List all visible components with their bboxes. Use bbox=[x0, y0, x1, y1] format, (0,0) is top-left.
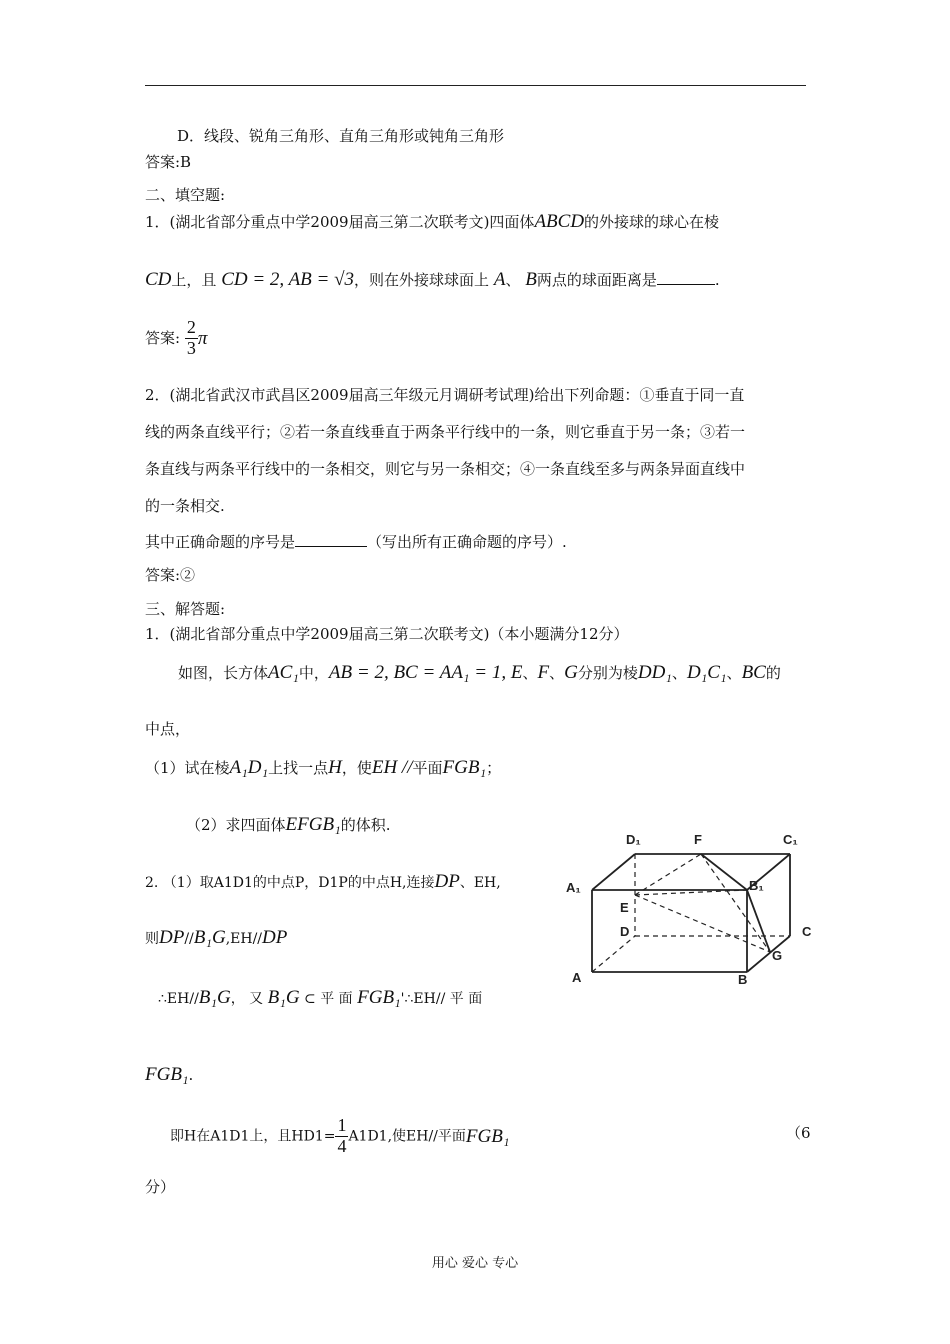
q2-text: 其中正确命题的序号是 bbox=[145, 533, 296, 551]
frac-den: 3 bbox=[186, 337, 196, 358]
s2-line5 bbox=[170, 1116, 509, 1157]
dash-ef bbox=[635, 854, 701, 895]
math-d1c1: D₁C₁ bbox=[686, 662, 727, 683]
math-abcd: ABCD bbox=[534, 211, 585, 232]
s2-eh: ,EH// bbox=[225, 931, 263, 947]
p1-text-b: 上找一点 bbox=[268, 759, 329, 777]
s2-eh-par: EH// bbox=[166, 991, 199, 1007]
q2-answer: 答案:② bbox=[145, 566, 196, 584]
edge-a1d1 bbox=[592, 854, 635, 890]
label-e: E bbox=[620, 900, 629, 915]
score-open: （6 bbox=[786, 1124, 811, 1142]
s1-text-b: 中， bbox=[298, 664, 329, 682]
q1-text-a: 上，且 bbox=[171, 271, 217, 289]
s2-also: ， 又 bbox=[230, 991, 264, 1007]
s1-title: 1．(湖北省部分重点中学2009届高三第二次联考文)（本小题满分12分） bbox=[145, 625, 629, 643]
math-dp: DP bbox=[434, 871, 460, 892]
s2-line3 bbox=[158, 988, 482, 1007]
math-condition: CD = 2, AB = √3 bbox=[221, 269, 355, 290]
s2-then: 则 bbox=[145, 931, 159, 947]
cuboid-figure bbox=[562, 820, 822, 990]
s1-intro-end: 中点， bbox=[145, 720, 191, 738]
s2-plane: 平 面 bbox=[320, 991, 353, 1007]
math-efgb1: EFGB₁ bbox=[285, 814, 341, 835]
answer-label: 答案: bbox=[145, 328, 181, 347]
label-c: C bbox=[802, 924, 812, 939]
math-dd1: DD₁ bbox=[637, 662, 672, 683]
option-d: D．线段、锐角三角形、直角三角形或钝角三角形 bbox=[177, 127, 505, 145]
math-fgb1-4: FGB₁ bbox=[465, 1125, 510, 1147]
math-dims: AB = 2, BC = AA₁ = 1, E bbox=[328, 662, 523, 683]
q1-text-b: ，则在外接球球面上 bbox=[354, 271, 490, 289]
p1-text-e: ； bbox=[486, 759, 502, 777]
math-b1g3: B₁G bbox=[267, 987, 300, 1008]
p1-text-d: 平面 bbox=[412, 759, 443, 777]
q2-line1: 2．(湖北省武汉市武昌区2009届高三年级元月调研考试理)给出下列命题：①垂直于同一直 bbox=[145, 386, 745, 404]
p2-text-b: 的体积. bbox=[340, 816, 391, 834]
math-cd: CD bbox=[145, 269, 172, 290]
p2-text-a: （2）求四面体 bbox=[186, 816, 286, 834]
edge-b1g bbox=[747, 890, 770, 952]
s1-text-c: 分别为棱 bbox=[577, 664, 638, 682]
sep: 、 bbox=[505, 271, 521, 289]
frac-num-1: 1 bbox=[337, 1115, 347, 1135]
label-b: B bbox=[738, 972, 748, 987]
label-g: G bbox=[772, 948, 783, 963]
label-d1: D₁ bbox=[626, 832, 641, 847]
q1-answer bbox=[145, 318, 207, 359]
edge-bc bbox=[747, 936, 790, 972]
answer-b: 答案:B bbox=[145, 153, 192, 171]
q1-end: . bbox=[714, 271, 720, 289]
parallel-sign: // bbox=[184, 931, 194, 947]
frac-den-4: 4 bbox=[337, 1135, 347, 1156]
math-h: H bbox=[328, 757, 342, 778]
s2-line4 bbox=[145, 1065, 193, 1084]
math-dp2: DP bbox=[159, 927, 185, 948]
hidden-ad bbox=[592, 936, 635, 972]
edge-fb1 bbox=[701, 854, 747, 890]
s1-part1 bbox=[145, 758, 501, 777]
q1-text: 1．(湖北省部分重点中学2009届高三第二次联考文)四面体 bbox=[145, 213, 535, 231]
label-b1: B₁ bbox=[749, 878, 764, 893]
math-f: F bbox=[537, 662, 550, 683]
frac-num: 2 bbox=[186, 317, 196, 337]
q2-note: （写出所有正确命题的序号）. bbox=[367, 533, 567, 551]
math-b: B bbox=[525, 269, 537, 290]
p1-text-a: （1）试在棱 bbox=[145, 759, 230, 777]
s1-text-d: 的 bbox=[765, 664, 781, 682]
subset-sign: ⊂ bbox=[304, 991, 316, 1007]
s2-line2 bbox=[145, 928, 287, 947]
math-b1g2: B₁G bbox=[198, 987, 231, 1008]
math-a1d1: A₁D₁ bbox=[229, 757, 269, 778]
pi-symbol: π bbox=[197, 327, 208, 349]
label-d: D bbox=[620, 924, 630, 939]
label-f: F bbox=[694, 832, 702, 847]
page-footer: 用心 爱心 专心 bbox=[431, 1256, 519, 1271]
p1-text-c: ，使 bbox=[341, 759, 372, 777]
math-a: A bbox=[493, 269, 506, 290]
s1-text-a: 如图，长方体 bbox=[178, 664, 269, 682]
s2-text-a: 2. （1）取A1D1的中点P，D1P的中点H,连接 bbox=[145, 875, 435, 891]
q1-line1 bbox=[145, 212, 719, 231]
math-fgb1-2: FGB₁ bbox=[357, 987, 401, 1008]
q2-line5 bbox=[145, 535, 567, 550]
s2-text-b: 、EH, bbox=[459, 875, 501, 891]
q2-line2: 线的两条直线平行；②若一条直线垂直于两条平行线中的一条，则它垂直于另一条；③若一 bbox=[145, 423, 746, 441]
section-solve-heading: 三、解答题: bbox=[145, 600, 226, 618]
math-fgb1: FGB₁ bbox=[442, 757, 487, 778]
s2-result: A1D1,使EH//平面 bbox=[348, 1128, 466, 1145]
label-a: A bbox=[572, 970, 582, 985]
s2-line1 bbox=[145, 872, 501, 891]
math-bc: BC bbox=[741, 662, 766, 683]
q1-text-c: 两点的球面距离是 bbox=[536, 271, 657, 289]
section-fill-heading: 二、填空题: bbox=[145, 186, 226, 204]
q2-line4: 的一条相交. bbox=[145, 497, 225, 515]
answer-blank[interactable] bbox=[657, 284, 715, 285]
q1-text-end: 的外接球的球心在棱 bbox=[584, 213, 720, 231]
s1-part2 bbox=[186, 815, 390, 834]
math-eh: EH // bbox=[371, 757, 413, 778]
math-fgb1-3: FGB₁ bbox=[145, 1064, 189, 1085]
s1-intro: 如图，长方体AC₁中，AB = 2, BC = AA₁ = 1, E、F、G分别为棱DD₁、D₁C₁、BC的 bbox=[178, 662, 781, 683]
therefore-sign: ∴ bbox=[158, 991, 167, 1007]
label-a1: A₁ bbox=[566, 880, 581, 895]
fraction-2-3 bbox=[185, 318, 198, 359]
math-dp3: DP bbox=[262, 927, 288, 948]
period: . bbox=[188, 1066, 194, 1084]
label-c1: C₁ bbox=[783, 832, 798, 847]
fraction-1-4 bbox=[335, 1116, 348, 1157]
q1-line2 bbox=[145, 270, 720, 289]
answer-blank-2[interactable] bbox=[295, 546, 367, 547]
math-b1g: B₁G bbox=[193, 927, 226, 948]
s2-hd1: 即H在A1D1上，且HD1= bbox=[170, 1128, 336, 1145]
header-rule bbox=[145, 85, 806, 86]
s2-conclusion: '∴EH// 平 面 bbox=[400, 991, 483, 1007]
score-close: 分） bbox=[145, 1178, 176, 1196]
q2-line3: 条直线与两条平行线中的一条相交，则它与另一条相交；④一条直线至多与两条异面直线中 bbox=[145, 460, 746, 478]
math-g: G bbox=[564, 662, 578, 683]
math-ac1: AC₁ bbox=[268, 662, 299, 683]
